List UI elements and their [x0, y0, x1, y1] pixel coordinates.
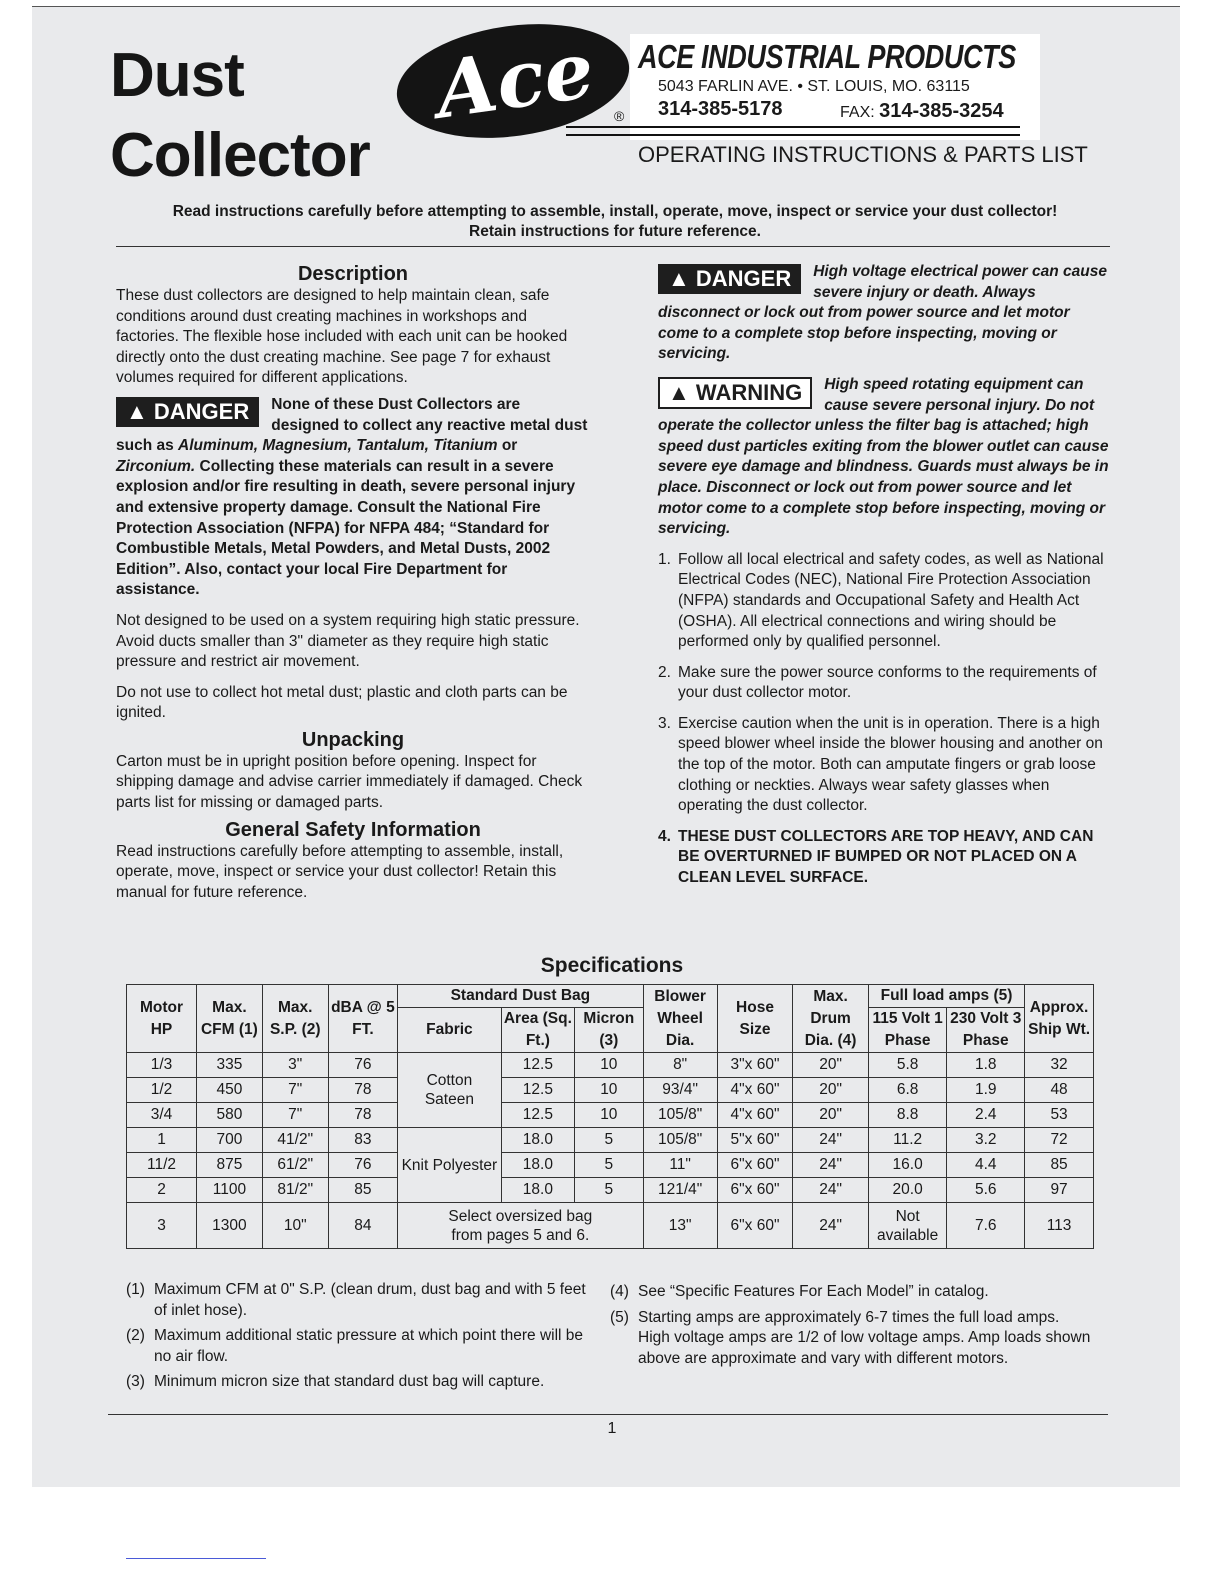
unpacking-heading: Unpacking: [301, 728, 405, 751]
header-standard-dust-bag: Standard Dust Bag: [398, 985, 643, 1008]
page-number: 1: [607, 1420, 617, 1437]
static-pressure-text: Not designed to be used on a system requiring high static pressure. Avoid ducts smaller than 3" diameter as they require high static pressure and restrict air movement.: [116, 611, 580, 671]
cell-amps-230: 1.9: [947, 1078, 1025, 1103]
cell-micron: 10: [575, 1103, 643, 1128]
cell-cfm: 875: [197, 1153, 263, 1178]
cell-amps-115: 16.0: [868, 1153, 946, 1178]
list-item-number: 4.: [658, 827, 671, 845]
list-item-text: Make sure the power source conforms to the requirements of your dust collector motor.: [678, 663, 1097, 702]
footnote-5: [610, 1308, 1094, 1370]
cell-area: 18.0: [501, 1153, 574, 1178]
footnote-label: (2): [126, 1327, 145, 1344]
cell-micron: 5: [575, 1128, 643, 1153]
table-row: [127, 1078, 1094, 1103]
table-row: [127, 1153, 1094, 1178]
safety-heading: General Safety Information: [225, 818, 481, 841]
cell-amps-230: 5.6: [947, 1178, 1025, 1203]
danger-metals-2: Zirconium.: [116, 457, 196, 475]
company-info: [630, 34, 1040, 140]
cell-drum: 20": [793, 1103, 869, 1128]
cell-amps-230: 7.6: [947, 1203, 1025, 1249]
cell-sp: 61/2": [262, 1153, 328, 1178]
cell-amps-230: 3.2: [947, 1128, 1025, 1153]
cell-dba: 76: [328, 1053, 398, 1078]
intro-line-2: Retain instructions for future reference.: [469, 223, 761, 240]
cell-area: 12.5: [501, 1053, 574, 1078]
intro-line-1: Read instructions carefully before attempting to assemble, install, operate, move, inspect or service your dust collector!: [172, 203, 1058, 220]
cell-weight: 113: [1025, 1203, 1094, 1249]
list-item: [658, 827, 1110, 889]
danger-or: or: [497, 437, 518, 455]
footnote-text: Maximum additional static pressure at which point there will be no air flow.: [154, 1327, 584, 1365]
cell-drum: 24": [793, 1128, 869, 1153]
danger-text-b: Collecting these materials can result in a severe explosion and/or fire resulting in death, severe personal injury and extensive property damage. Consult the National Fire Protection Association (NFPA) for NFPA 484; “Standard for Combustible Metals, Metal Powders, and Metal Dusts, 2002 Edition”. Also, contact your local Fire Department for assistance.: [116, 457, 576, 599]
list-item: [658, 714, 1110, 817]
cell-amps-115: 8.8: [868, 1103, 946, 1128]
danger-electrical: [658, 262, 1110, 365]
cell-drum: 20": [793, 1053, 869, 1078]
header-rule: [566, 126, 1020, 136]
ace-logo-text: Ace: [430, 24, 600, 137]
cell-hp: 11/2: [127, 1153, 197, 1178]
cell-wheel: 11": [643, 1153, 717, 1178]
danger-badge-electrical: ▲ DANGER: [658, 264, 801, 294]
list-item: [658, 550, 1110, 653]
footer-divider: [108, 1414, 1108, 1415]
registered-mark: ®: [614, 108, 625, 124]
cell-area: 18.0: [501, 1128, 574, 1153]
warning-text: High speed rotating equipment can cause severe personal injury. Do not operate the collector unless the filter bag is attached; high speed dust particles exiting from the blower outlet can cause severe eye damage and blindness. Guards must always be in place. Disconnect or lock out from power source and let motor come to a complete stop before inspecting, moving or servicing.: [658, 375, 1109, 538]
footnotes-left: [126, 1280, 588, 1398]
header-115-volt: 115 Volt 1 Phase: [868, 1008, 946, 1053]
cell-amps-115: Not available: [868, 1203, 946, 1249]
cell-drum: 24": [793, 1178, 869, 1203]
cell-drum: 20": [793, 1078, 869, 1103]
cell-dba: 84: [328, 1203, 398, 1249]
list-item-text: Exercise caution when the unit is in operation. There is a high speed blower wheel inside the blower housing and another on the top of the motor. Both can amputate fingers or grab loose clothing or neckties. Always wear safety glasses when operating the dust collector.: [678, 714, 1103, 815]
cell-dba: 76: [328, 1153, 398, 1178]
footnote-3: [126, 1372, 588, 1393]
cell-amps-115: 6.8: [868, 1078, 946, 1103]
description-text: These dust collectors are designed to help maintain clean, safe conditions around dust creating machines in workshops and factories. The flexible hose included with each unit can be hooked directly onto the dust creating machine. See page 7 for exhaust volumes required for different applications.: [116, 287, 568, 387]
warning-badge: ▲ WARNING: [658, 377, 812, 409]
company-fax: [840, 100, 1004, 123]
header-drum-dia: Max. Drum Dia. (4): [793, 985, 869, 1053]
header-micron: Micron (3): [575, 1008, 643, 1053]
specifications-table: [126, 984, 1094, 1249]
cell-dba: 78: [328, 1103, 398, 1128]
company-address: 5043 FARLIN AVE. • ST. LOUIS, MO. 63115: [658, 78, 970, 95]
footnote-label: (1): [126, 1281, 145, 1298]
bottom-underline: [126, 1558, 266, 1559]
list-item-number: 2.: [658, 663, 671, 681]
cell-drum: 24": [793, 1153, 869, 1178]
cell-hose: 5"x 60": [717, 1128, 793, 1153]
cell-dba: 78: [328, 1078, 398, 1103]
list-item-text: Follow all local electrical and safety codes, as well as National Electrical Codes (NEC), National Fire Protection Association (NFPA) standards and Occupational Safety and Health Act (OSHA). All electrical connections and wiring should be performed only by qualified personnel.: [678, 550, 1104, 651]
header-ship-wt: Approx. Ship Wt.: [1025, 985, 1094, 1053]
cell-cfm: 1100: [197, 1178, 263, 1203]
cell-wheel: 105/8": [643, 1103, 717, 1128]
footnote-label: (4): [610, 1283, 629, 1300]
cell-area: 12.5: [501, 1078, 574, 1103]
header-max-cfm: Max. CFM (1): [197, 985, 263, 1053]
unpacking-text: Carton must be in upright position before opening. Inspect for shipping damage and advise carrier immediately if damaged. Check parts list for missing or damaged parts.: [116, 752, 583, 812]
list-item-text: THESE DUST COLLECTORS ARE TOP HEAVY, AND CAN BE OVERTURNED IF BUMPED OR NOT PLACED ON A CLEAN LEVEL SURFACE.: [678, 827, 1094, 887]
header-full-load-amps: Full load amps (5): [868, 985, 1024, 1008]
table-row: [127, 1103, 1094, 1128]
company-phone: 314-385-5178: [658, 98, 783, 120]
cell-amps-230: 4.4: [947, 1153, 1025, 1178]
header-230-volt: 230 Volt 3 Phase: [947, 1008, 1025, 1053]
cell-hp: 2: [127, 1178, 197, 1203]
list-item-number: 1.: [658, 550, 671, 568]
specifications-title: Specifications: [540, 954, 684, 977]
cell-wheel: 8": [643, 1053, 717, 1078]
list-item: [658, 663, 1110, 704]
cell-dba: 85: [328, 1178, 398, 1203]
header-hose-size: Hose Size: [717, 985, 793, 1053]
danger-reactive-metal: [116, 395, 590, 601]
cell-hose: 6"x 60": [717, 1178, 793, 1203]
cell-weight: 97: [1025, 1178, 1094, 1203]
cell-sp: 7": [262, 1078, 328, 1103]
cell-wheel: 121/4": [643, 1178, 717, 1203]
cell-hose: 6"x 60": [717, 1203, 793, 1249]
cell-micron: 10: [575, 1053, 643, 1078]
cell-sp: 41/2": [262, 1128, 328, 1153]
footnote-2: [126, 1326, 588, 1367]
cell-sp: 10": [262, 1203, 328, 1249]
footnote-label: (5): [610, 1308, 629, 1326]
footnote-text: Maximum CFM at 0" S.P. (clean drum, dust bag and with 5 feet of inlet hose).: [154, 1281, 586, 1319]
description-heading: Description: [297, 263, 409, 285]
cell-hose: 4"x 60": [717, 1103, 793, 1128]
footnote-label: (3): [126, 1373, 145, 1390]
cell-fabric-knit: Knit Polyester: [398, 1128, 501, 1203]
cell-hp: 1/3: [127, 1053, 197, 1078]
cell-amps-230: 2.4: [947, 1103, 1025, 1128]
company-name: ACE INDUSTRIAL PRODUCTS: [638, 38, 1016, 75]
safety-instructions-list: [658, 550, 1110, 889]
warning-rotating: [658, 375, 1110, 540]
cell-wheel: 13": [643, 1203, 717, 1249]
cell-weight: 32: [1025, 1053, 1094, 1078]
cell-area: 12.5: [501, 1103, 574, 1128]
cell-fabric-cotton: Cotton Sateen: [398, 1053, 501, 1128]
danger-badge: ▲ DANGER: [116, 397, 259, 427]
footnote-text: Minimum micron size that standard dust bag will capture.: [154, 1373, 545, 1390]
document-subtitle: OPERATING INSTRUCTIONS & PARTS LIST: [638, 142, 1088, 167]
list-item-number: 3.: [658, 714, 671, 732]
footnote-1: [126, 1280, 588, 1321]
cell-amps-230: 1.8: [947, 1053, 1025, 1078]
table-row: [127, 1128, 1094, 1153]
cell-oversized-bag: Select oversized bag from pages 5 and 6.: [398, 1203, 643, 1249]
footnote-text: Starting amps are approximately 6-7 times the full load amps. High voltage amps are 1/2 of low voltage amps. Amp loads shown above are approximate and vary with different motors.: [638, 1308, 1091, 1367]
footnote-4: [610, 1282, 1094, 1303]
header-blower-wheel: Blower Wheel Dia.: [643, 985, 717, 1053]
cell-sp: 7": [262, 1103, 328, 1128]
header-area: Area (Sq. Ft.): [501, 1008, 574, 1053]
cell-weight: 48: [1025, 1078, 1094, 1103]
cell-micron: 5: [575, 1178, 643, 1203]
safety-text: Read instructions carefully before attempting to assemble, install, operate, move, inspect or service your dust collector! Retain this manual for future reference.: [116, 842, 564, 901]
cell-cfm: 335: [197, 1053, 263, 1078]
cell-hose: 6"x 60": [717, 1153, 793, 1178]
cell-micron: 5: [575, 1153, 643, 1178]
cell-cfm: 700: [197, 1128, 263, 1153]
cell-hose: 4"x 60": [717, 1078, 793, 1103]
table-row: [127, 1053, 1094, 1078]
cell-cfm: 580: [197, 1103, 263, 1128]
table-row: [127, 1178, 1094, 1203]
cell-sp: 81/2": [262, 1178, 328, 1203]
cell-amps-115: 5.8: [868, 1053, 946, 1078]
cell-micron: 10: [575, 1078, 643, 1103]
cell-amps-115: 20.0: [868, 1178, 946, 1203]
cell-area: 18.0: [501, 1178, 574, 1203]
header-motor-hp: Motor HP: [127, 985, 197, 1053]
footnotes-right: [610, 1282, 1094, 1374]
cell-drum: 24": [793, 1203, 869, 1249]
cell-hp: 3/4: [127, 1103, 197, 1128]
fax-label: FAX:: [840, 104, 880, 121]
cell-wheel: 93/4": [643, 1078, 717, 1103]
cell-wheel: 105/8": [643, 1128, 717, 1153]
cell-weight: 72: [1025, 1128, 1094, 1153]
cell-amps-115: 11.2: [868, 1128, 946, 1153]
right-column: [658, 262, 1110, 899]
cell-weight: 53: [1025, 1103, 1094, 1128]
header-dba: dBA @ 5 FT.: [328, 985, 398, 1053]
cell-cfm: 450: [197, 1078, 263, 1103]
intro-notice: [110, 202, 1120, 242]
danger-metals-1: Aluminum, Magnesium, Tantalum, Titanium: [178, 437, 498, 455]
left-column: [116, 262, 590, 913]
title-line-1: Dust: [110, 41, 244, 110]
cell-sp: 3": [262, 1053, 328, 1078]
cell-dba: 83: [328, 1128, 398, 1153]
table-row: [127, 1203, 1094, 1249]
cell-hose: 3"x 60": [717, 1053, 793, 1078]
cell-hp: 1: [127, 1128, 197, 1153]
cell-hp: 1/2: [127, 1078, 197, 1103]
danger-electrical-text: High voltage electrical power can cause severe injury or death. Always disconnect or lock out from power source and let motor come to a complete stop before inspecting, moving or servicing.: [658, 263, 1107, 363]
title-line-2: Collector: [110, 121, 370, 190]
header-fabric: Fabric: [398, 1008, 501, 1053]
intro-divider: [116, 246, 1110, 247]
cell-hp: 3: [127, 1203, 197, 1249]
danger-text-a: None of these Dust Collectors are designed to collect any reactive metal dust such as: [116, 395, 588, 455]
header-max-sp: Max. S.P. (2): [262, 985, 328, 1053]
fax-number: 314-385-3254: [879, 100, 1004, 122]
hot-metal-text: Do not use to collect hot metal dust; plastic and cloth parts can be ignited.: [116, 683, 568, 722]
cell-weight: 85: [1025, 1153, 1094, 1178]
footnote-text: See “Specific Features For Each Model” in catalog.: [638, 1283, 989, 1300]
cell-cfm: 1300: [197, 1203, 263, 1249]
